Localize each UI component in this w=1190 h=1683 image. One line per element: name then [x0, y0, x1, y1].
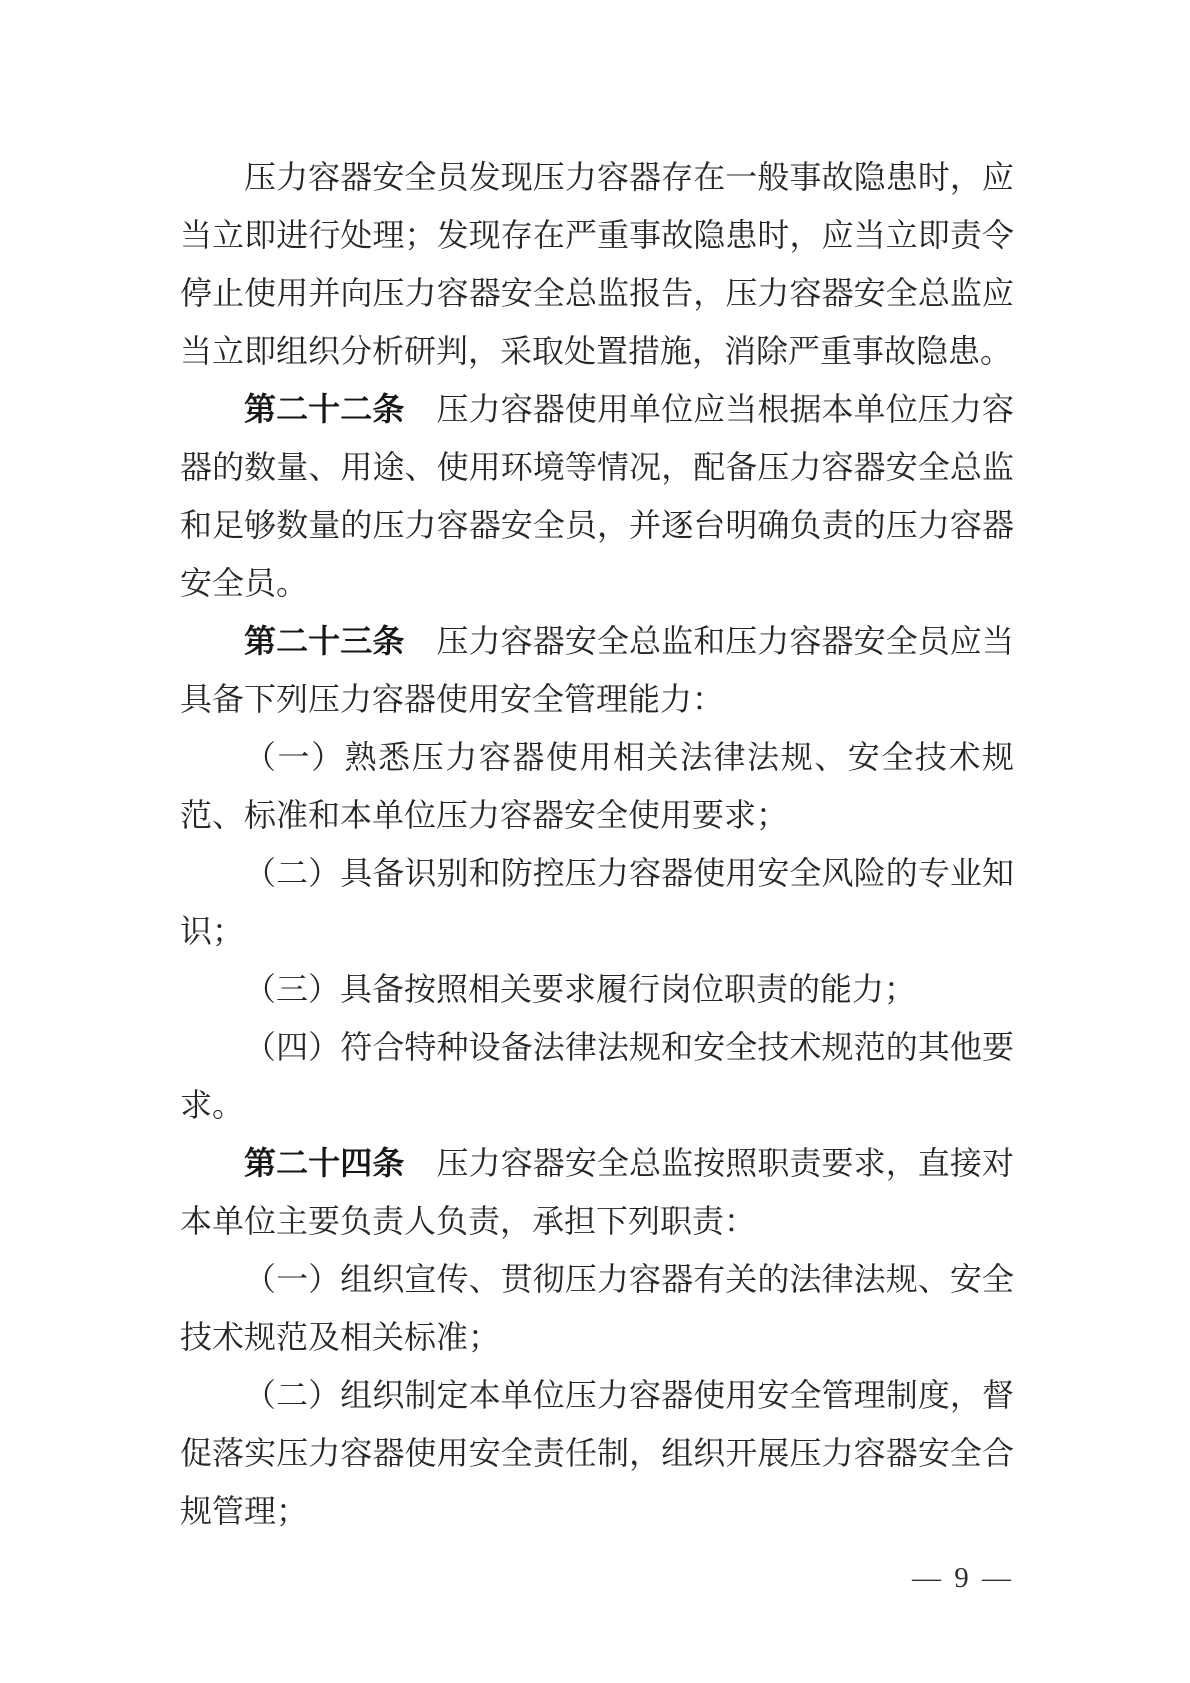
paragraph-text: （四）符合特种设备法律法规和安全技术规范的其他要求。 — [180, 1029, 1014, 1123]
paragraph-text: 压力容器安全员发现压力容器存在一般事故隐患时，应当立即进行处理；发现存在严重事故隐患时，应当立即责令停止使用并向压力容器安全总监报告，压力容器安全总监应当立即组织分析研判，采取处置措施，消除严重事故隐患。 — [180, 159, 1014, 369]
paragraph — [180, 148, 1014, 380]
article-paragraph — [180, 612, 1014, 728]
article-paragraph — [180, 1134, 1014, 1250]
paragraph — [180, 728, 1014, 844]
paragraph-text: （一）熟悉压力容器使用相关法律法规、安全技术规范、标准和本单位压力容器安全使用要求； — [180, 739, 1014, 833]
paragraph-text: （一）组织宣传、贯彻压力容器有关的法律法规、安全技术规范及相关标准； — [180, 1261, 1014, 1355]
paragraph-text: （二）具备识别和防控压力容器使用安全风险的专业知识； — [180, 855, 1014, 949]
paragraph — [180, 1018, 1014, 1134]
paragraph — [180, 1250, 1014, 1366]
document-body — [180, 148, 1014, 1540]
paragraph — [180, 844, 1014, 960]
article-number: 第二十二条 — [244, 391, 405, 427]
paragraph — [180, 1366, 1014, 1540]
paragraph — [180, 960, 1014, 1018]
article-number: 第二十四条 — [244, 1145, 405, 1181]
paragraph-text: （三）具备按照相关要求履行岗位职责的能力； — [244, 971, 917, 1007]
paragraph-text: 压力容器安全总监按照职责要求，直接对本单位主要负责人负责，承担下列职责： — [180, 1145, 1014, 1239]
page-number: — 9 — — [912, 1562, 1014, 1594]
paragraph-text: 压力容器使用单位应当根据本单位压力容器的数量、用途、使用环境等情况，配备压力容器安全总监和足够数量的压力容器安全员，并逐台明确负责的压力容器安全员。 — [180, 391, 1014, 601]
article-paragraph — [180, 380, 1014, 612]
article-number: 第二十三条 — [244, 623, 405, 659]
paragraph-text: 压力容器安全总监和压力容器安全员应当具备下列压力容器使用安全管理能力： — [180, 623, 1014, 717]
paragraph-text: （二）组织制定本单位压力容器使用安全管理制度，督促落实压力容器使用安全责任制，组织开展压力容器安全合规管理； — [180, 1377, 1014, 1529]
